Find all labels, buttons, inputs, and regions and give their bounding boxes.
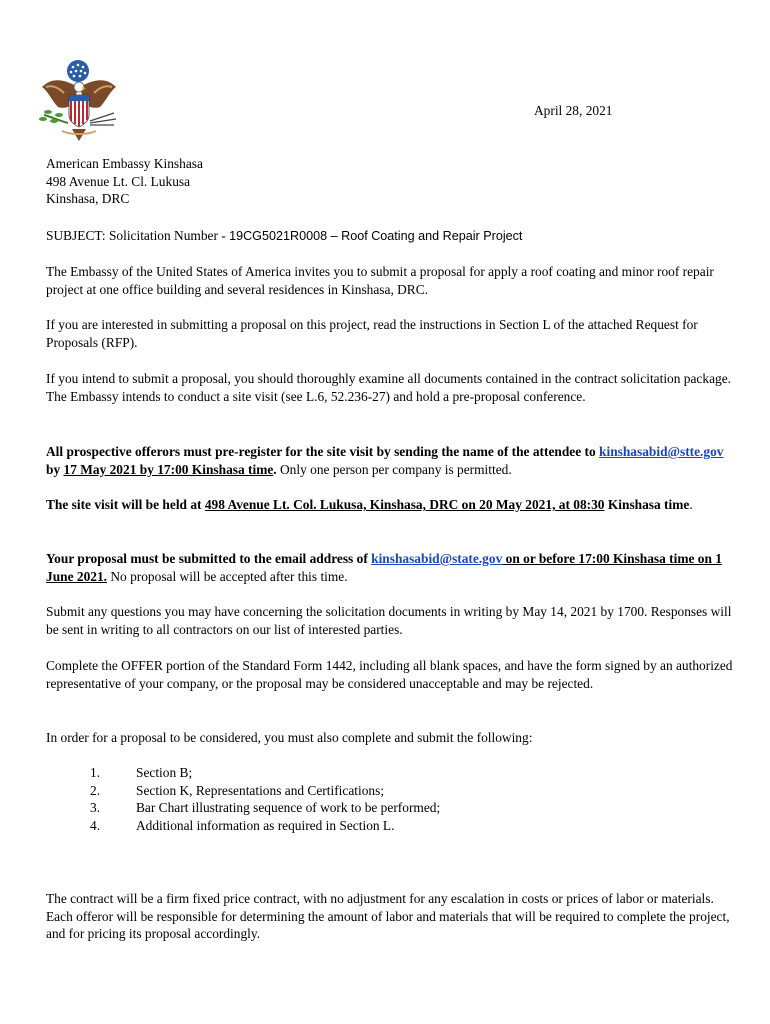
preregister-deadline: 17 May 2021 by 17:00 Kinshasa time xyxy=(63,461,274,477)
paragraph-site-visit xyxy=(46,496,736,514)
site-visit-place: 498 Avenue Lt. Col. Lukusa, Kinshasa, DRC on 20 May 2021, at 08:30 xyxy=(204,497,605,512)
list-number: 1. xyxy=(90,765,101,780)
preregister-email-link[interactable]: kinshasabid@stte.gov xyxy=(599,444,724,459)
list-text: Section B; xyxy=(136,765,193,780)
subject-line xyxy=(46,227,736,246)
address-line-3: Kinshasa, DRC xyxy=(46,191,130,207)
paragraph-requirements-intro: In order for a proposal to be considered, you must also complete and submit the following: xyxy=(46,730,533,745)
paragraph-contract-type: The contract will be a firm fixed price contract, with no adjustment for any escalation in costs or prices of labor or materials. Each offeror will be responsible for determining the amount of labor and materials that will be required to complete the project, and for pricing its proposal accordingly. xyxy=(46,891,730,942)
paragraph-questions: Submit any questions you may have concerning the solicitation documents in writing by May 14, 2021 by 1700. Responses will be sent in writing to all contractors on our list of interested parties. xyxy=(46,604,732,637)
paragraph-submission xyxy=(46,550,736,585)
list-text: Bar Chart illustrating sequence of work to be performed; xyxy=(136,800,441,816)
embassy-address xyxy=(46,155,736,208)
paragraph-invitation: The Embassy of the United States of America invites you to submit a proposal for apply a roof coating and minor roof repair project at one office building and several residences in Kinshasa, DRC. xyxy=(46,264,714,297)
list-item xyxy=(90,764,440,782)
submission-email-link[interactable]: kinshasabid@state.gov xyxy=(371,551,503,566)
address-line-1: American Embassy Kinshasa xyxy=(46,156,203,171)
paragraph-preregister xyxy=(46,443,736,478)
requirements-list xyxy=(90,764,440,834)
list-number: 3. xyxy=(90,800,101,816)
paragraph-site-visit-intent: If you intend to submit a proposal, you should thoroughly examine all documents contained in the contract solicitation package. The Embassy intends to conduct a site visit (see L.6, 52.236-27) and hold a pre-proposal conference. xyxy=(46,371,731,404)
list-number: 2. xyxy=(90,782,101,798)
site-visit-time: Kinshasa time xyxy=(604,497,690,512)
list-item xyxy=(90,799,440,817)
great-seal-eagle-icon xyxy=(34,57,124,145)
list-item xyxy=(90,782,440,800)
preregister-text: All prospective offerors must pre-register for the site visit by sending the name of the attendee to xyxy=(46,444,600,459)
letter-date: April 28, 2021 xyxy=(534,103,613,118)
submission-note: No proposal will be accepted after this time. xyxy=(107,568,348,584)
list-item xyxy=(90,817,440,835)
list-number: 4. xyxy=(90,817,101,833)
subject-solicitation: 19CG5021R0008 – Roof Coating and Repair Project xyxy=(229,229,523,243)
preregister-note: Only one person per company is permitted. xyxy=(276,461,512,477)
preregister-by: by xyxy=(46,461,64,477)
preregister-period: . xyxy=(273,461,277,477)
site-visit-text: The site visit will be held at xyxy=(46,497,205,512)
list-text: Section K, Representations and Certifications; xyxy=(136,782,385,798)
paragraph-instructions: If you are interested in submitting a proposal on this project, read the instructions in Section L of the attached Request for Proposals (RFP). xyxy=(46,317,698,350)
submission-text: Your proposal must be submitted to the email address of xyxy=(46,551,372,566)
submission-deadline: on or before 17:00 Kinshasa time on 1 June 2021. xyxy=(46,551,722,584)
paragraph-offer-form: Complete the OFFER portion of the Standard Form 1442, including all blank spaces, and have the form signed by an authorized representative of your company, or the proposal may be considered unacceptable and may be rejected. xyxy=(46,658,733,691)
list-text: Additional information as required in Section L. xyxy=(136,817,395,833)
site-visit-period: . xyxy=(689,497,693,512)
subject-label: SUBJECT: Solicitation Number - xyxy=(46,228,230,243)
address-line-2: 498 Avenue Lt. Cl. Lukusa xyxy=(46,173,191,189)
